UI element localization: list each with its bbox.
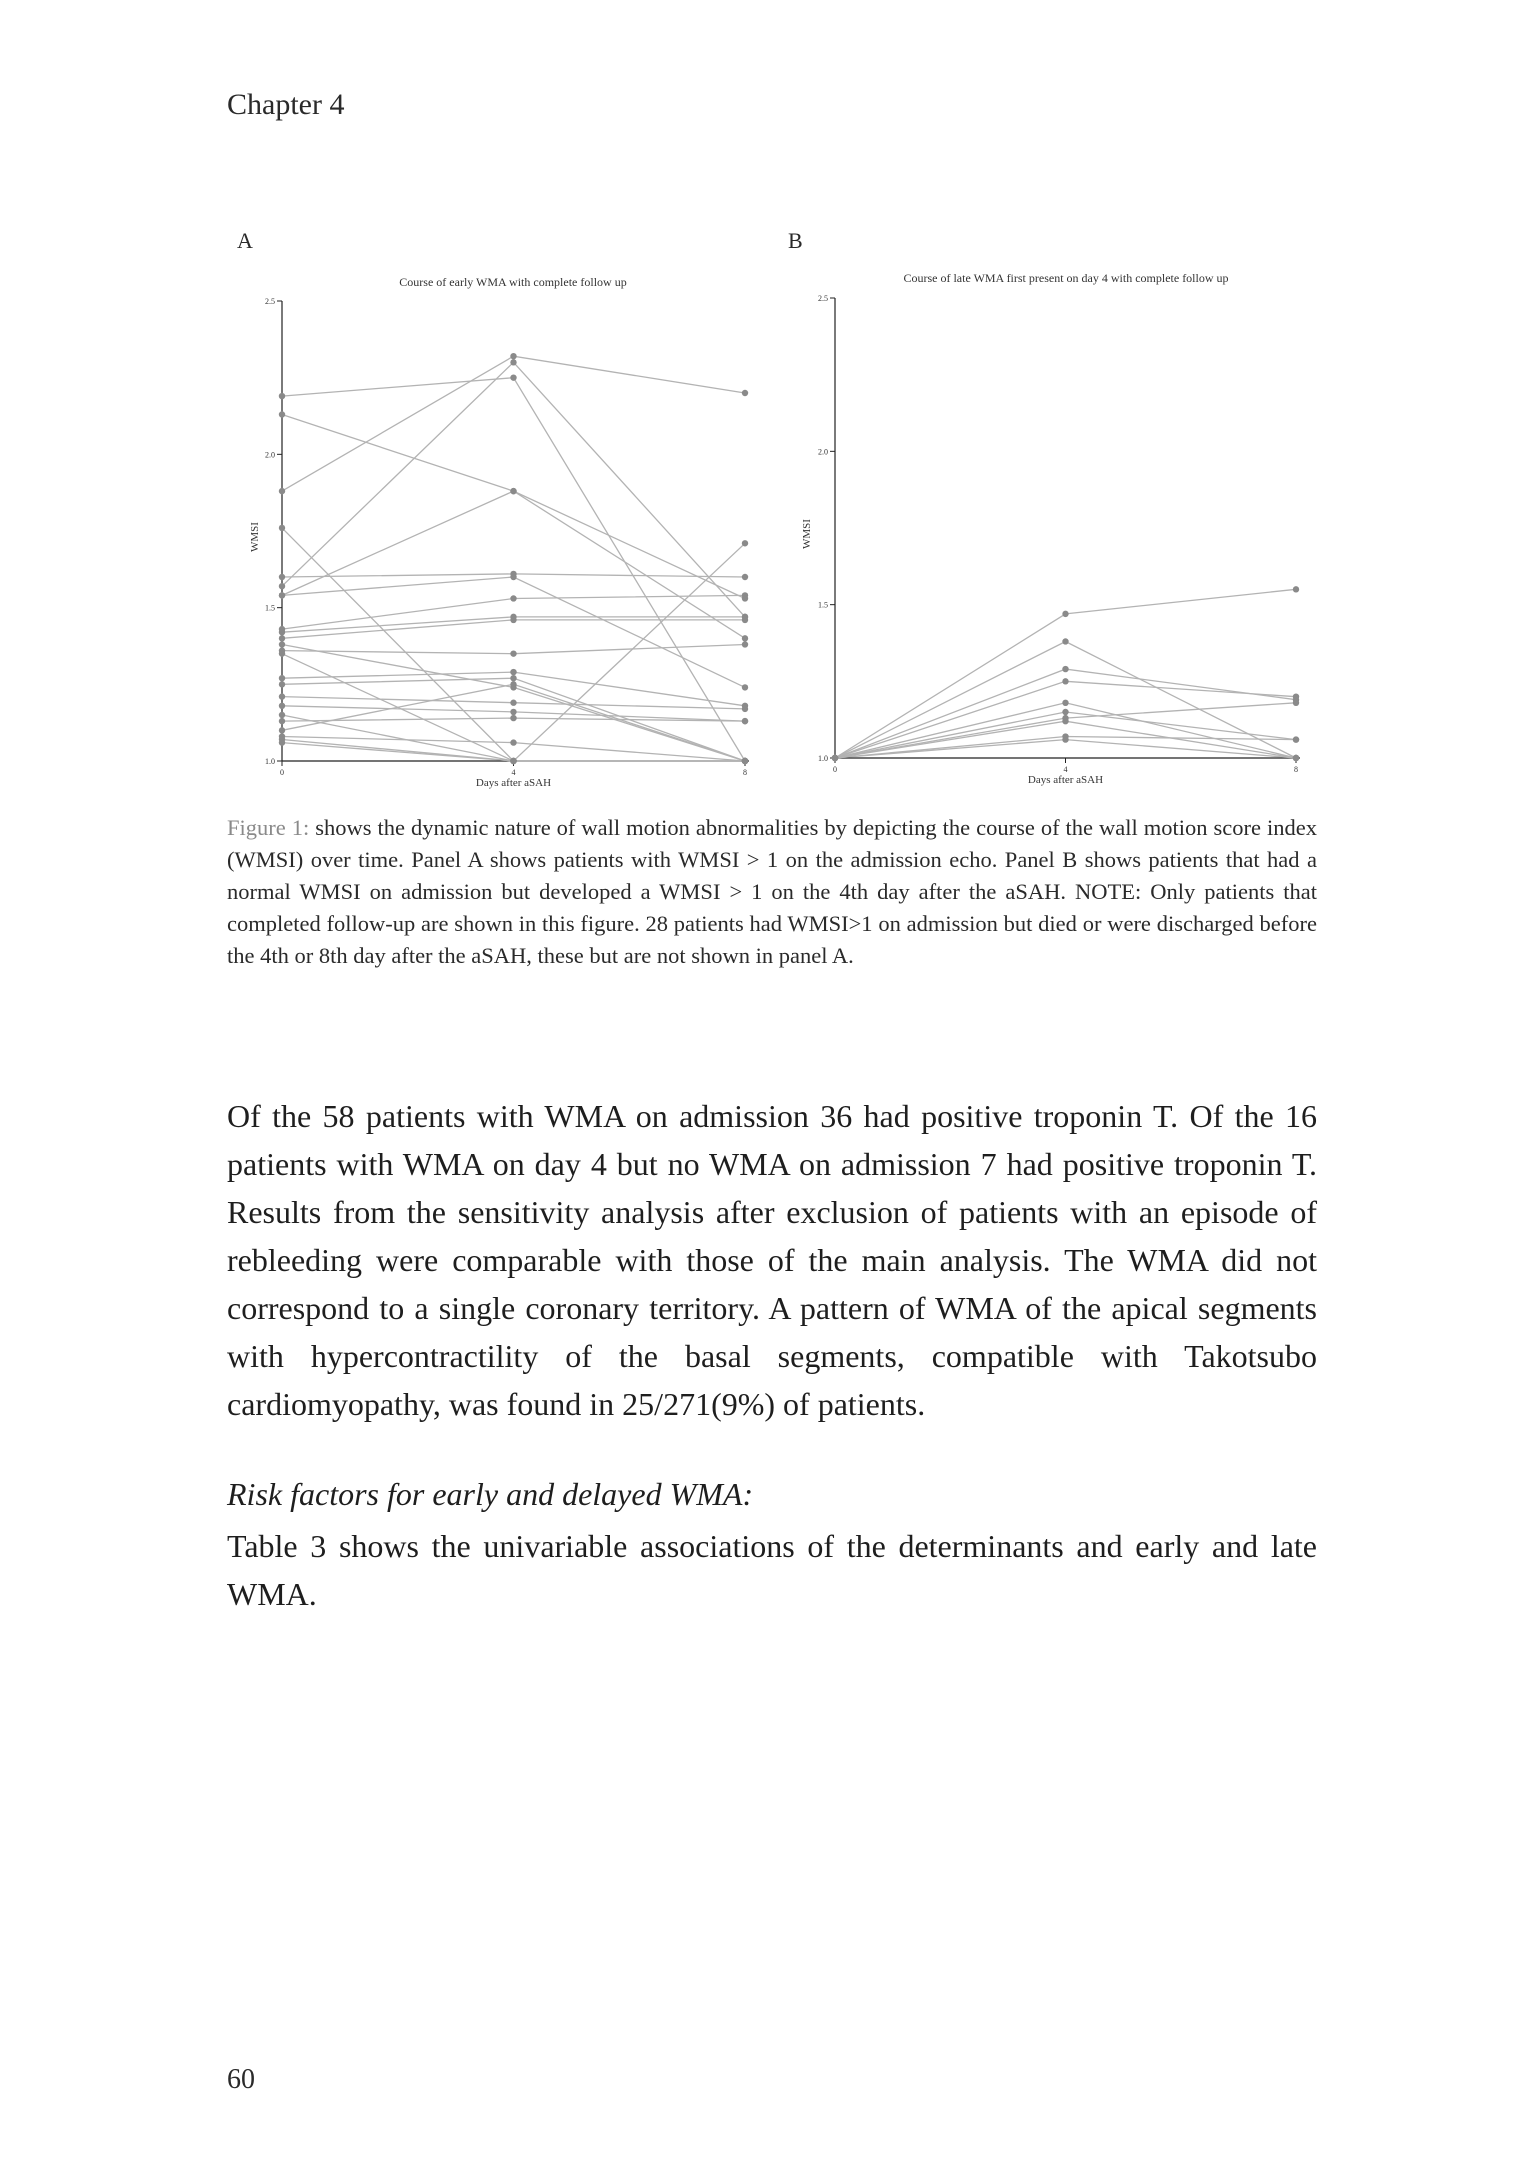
x-tick-label: 4 bbox=[1063, 765, 1068, 774]
data-point bbox=[279, 650, 285, 656]
data-point bbox=[279, 727, 285, 733]
y-tick-label: 2.0 bbox=[818, 447, 828, 457]
data-point bbox=[1293, 586, 1299, 592]
data-point bbox=[510, 353, 516, 359]
data-point bbox=[279, 703, 285, 709]
data-point bbox=[1062, 718, 1068, 724]
data-point bbox=[279, 592, 285, 598]
data-point bbox=[742, 574, 748, 580]
y-axis-label: WMSI bbox=[249, 522, 261, 552]
running-head: Chapter 4 bbox=[227, 88, 345, 121]
figure-caption-text: shows the dynamic nature of wall motion abnormalities by depicting the course of the wall motion score index (WMSI) over time. Panel A shows patients with WMSI > 1 on the admission echo. Panel B shows patients that had a normal WMSI on admission but developed a WMSI > 1 on the 4th day after the aSAH. NOTE: Only patients that completed follow-up are shown in this figure. 28 patients had WMSI>1 on admission but died or were discharged before the 4th or 8th day after the aSAH, these but are not shown in panel A. bbox=[227, 815, 1317, 968]
data-point bbox=[1062, 611, 1068, 617]
data-point bbox=[510, 758, 516, 764]
data-point bbox=[1062, 666, 1068, 672]
data-point bbox=[510, 681, 516, 687]
data-point bbox=[510, 595, 516, 601]
data-point bbox=[279, 629, 285, 635]
data-point bbox=[1293, 700, 1299, 706]
chart-panel-b bbox=[780, 265, 1320, 805]
data-point bbox=[1062, 736, 1068, 742]
data-point bbox=[510, 574, 516, 580]
data-point bbox=[742, 617, 748, 623]
data-point bbox=[742, 758, 748, 764]
data-point bbox=[1293, 736, 1299, 742]
data-point bbox=[279, 739, 285, 745]
data-point bbox=[742, 592, 748, 598]
x-tick-label: 8 bbox=[743, 768, 747, 777]
data-point bbox=[279, 641, 285, 647]
data-point bbox=[510, 709, 516, 715]
chart-title: Course of late WMA first present on day 4 with complete follow up bbox=[903, 271, 1229, 285]
body-paragraph-1: Of the 58 patients with WMA on admission 36 had positive troponin T. Of the 16 patients with WMA on day 4 but no WMA on admission 7 had positive troponin T. Results from the sensitivity analysis after exclusion of patients with an episode of rebleeding were comparable with those of the main analysis. The WMA did not correspond to a single coronary territory. A pattern of WMA of the apical segments with hypercontractility of the basal segments, compatible with Takotsubo cardiomyopathy, was found in 25/271(9%) of patients. bbox=[227, 1098, 1317, 1422]
data-point bbox=[279, 675, 285, 681]
data-point bbox=[279, 712, 285, 718]
data-point bbox=[1062, 700, 1068, 706]
data-point bbox=[1062, 678, 1068, 684]
chart-panel-a bbox=[240, 265, 780, 805]
data-point bbox=[1062, 709, 1068, 715]
data-point bbox=[1293, 693, 1299, 699]
data-point bbox=[279, 525, 285, 531]
data-point bbox=[510, 669, 516, 675]
data-point bbox=[742, 635, 748, 641]
data-point bbox=[742, 706, 748, 712]
data-point bbox=[742, 641, 748, 647]
section-subheading: Risk factors for early and delayed WMA: bbox=[227, 1476, 754, 1512]
y-tick-label: 1.0 bbox=[265, 757, 275, 766]
panel-a-label: A bbox=[237, 228, 253, 253]
panel-b-label: B bbox=[788, 228, 803, 253]
y-tick-label: 2.0 bbox=[265, 450, 275, 460]
x-tick-label: 8 bbox=[1294, 765, 1298, 774]
x-tick-label: 0 bbox=[833, 765, 837, 774]
data-point bbox=[510, 374, 516, 380]
x-axis-label: Days after aSAH bbox=[475, 777, 552, 789]
chart-b-svg bbox=[780, 265, 1320, 805]
data-point bbox=[510, 739, 516, 745]
data-point bbox=[510, 700, 516, 706]
chart-a-svg bbox=[240, 265, 780, 805]
data-point bbox=[510, 359, 516, 365]
y-tick-label: 2.5 bbox=[265, 297, 275, 306]
data-point bbox=[279, 681, 285, 687]
y-tick-label: 1.5 bbox=[818, 600, 828, 610]
figure-caption-label: Figure 1: bbox=[227, 815, 310, 840]
data-point bbox=[279, 411, 285, 417]
data-point bbox=[510, 650, 516, 656]
data-point bbox=[510, 617, 516, 623]
data-point bbox=[279, 718, 285, 724]
figure-caption bbox=[227, 812, 1317, 972]
data-point bbox=[1293, 755, 1299, 761]
chart-title: Course of early WMA with complete follow up bbox=[399, 275, 627, 289]
y-axis-label: WMSI bbox=[801, 519, 813, 549]
data-point bbox=[279, 574, 285, 580]
x-axis-label: Days after aSAH bbox=[1027, 774, 1104, 786]
data-point bbox=[279, 488, 285, 494]
data-point bbox=[742, 390, 748, 396]
y-tick-label: 2.5 bbox=[818, 294, 828, 303]
page-number: 60 bbox=[227, 2064, 255, 2095]
data-point bbox=[279, 635, 285, 641]
data-point bbox=[279, 393, 285, 399]
data-point bbox=[279, 583, 285, 589]
x-tick-label: 4 bbox=[511, 768, 516, 777]
data-point bbox=[742, 540, 748, 546]
y-tick-label: 1.0 bbox=[818, 754, 828, 763]
x-tick-label: 0 bbox=[280, 768, 284, 777]
series-line-4 bbox=[282, 528, 745, 761]
data-point bbox=[742, 718, 748, 724]
data-point bbox=[510, 488, 516, 494]
data-point bbox=[742, 684, 748, 690]
data-point bbox=[510, 715, 516, 721]
data-point bbox=[832, 755, 838, 761]
data-point bbox=[1062, 638, 1068, 644]
body-paragraph-2: Table 3 shows the univariable associations of the determinants and early and late WMA. bbox=[227, 1528, 1317, 1612]
data-point bbox=[510, 675, 516, 681]
data-point bbox=[279, 693, 285, 699]
y-tick-label: 1.5 bbox=[265, 603, 275, 613]
